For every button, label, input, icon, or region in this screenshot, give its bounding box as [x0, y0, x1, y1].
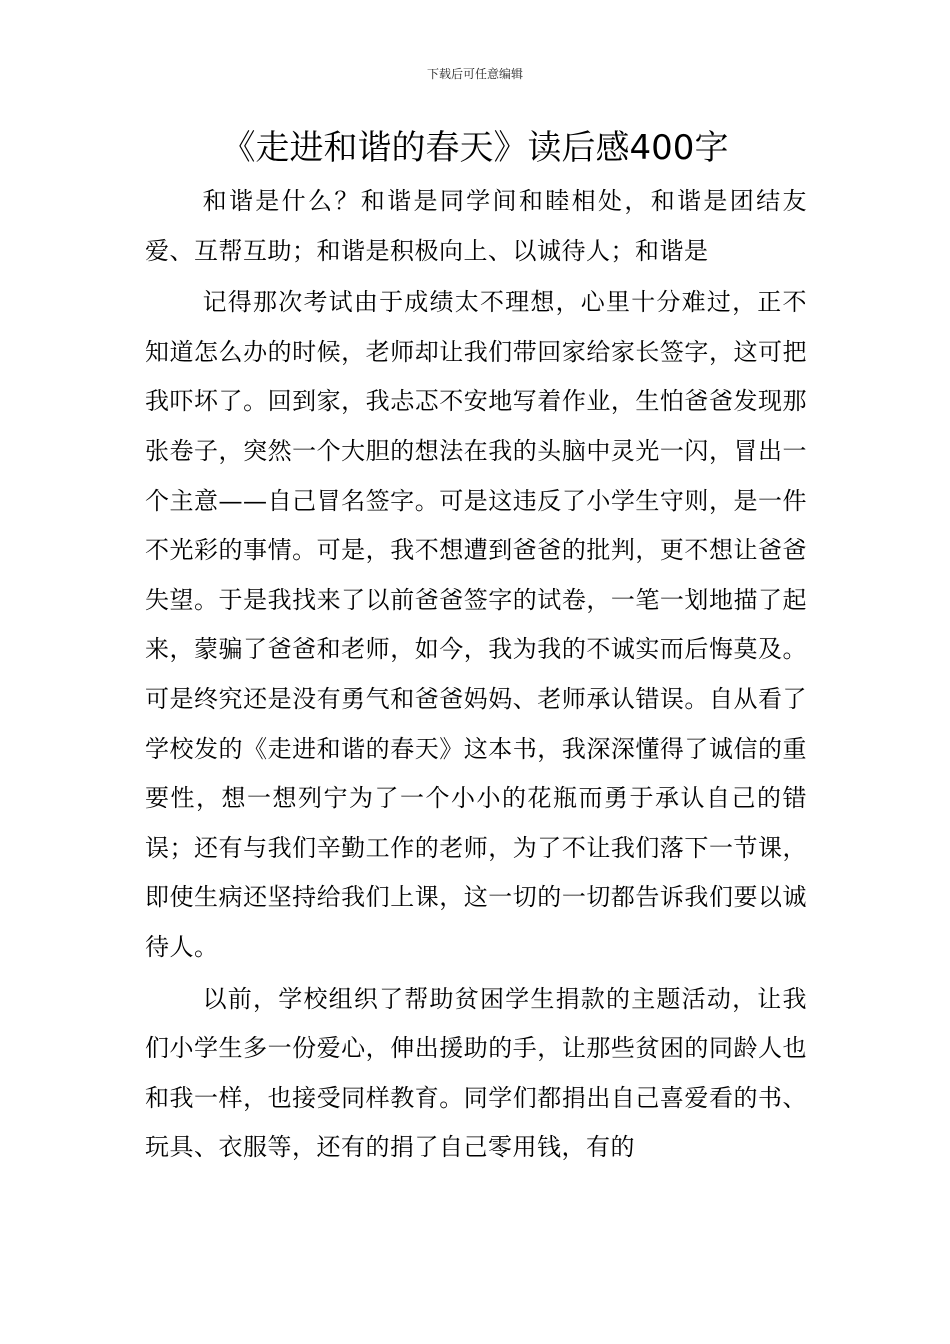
header-note: 下载后可任意编辑: [426, 67, 523, 81]
document-body: [145, 177, 807, 1173]
document-title: 《走进和谐的春天》读后感400字: [221, 128, 729, 168]
paragraph-3: 以前，学校组织了帮助贫困学生捐款的主题活动，让我们小学生多一份爱心，伸出援助的手，让那些贫困的同龄人也和我一样，也接受同样教育。同学们都捐出自己喜爱看的书、玩具、衣服等，还有的捐了自己零用钱，有的: [145, 984, 807, 1162]
paragraph-2: 记得那次考试由于成绩太不理想，心里十分难过，正不知道怎么办的时候，老师却让我们带回家给家长签字，这可把我吓坏了。回到家，我忐忑不安地写着作业，生怕爸爸发现那张卷子，突然一个大胆的想法在我的头脑中灵光一闪，冒出一个主意——自己冒名签字。可是这违反了小学生守则，是一件不光彩的事情。可是，我不想遭到爸爸的批判，更不想让爸爸失望。于是我找来了以前爸爸签字的试卷，一笔一划地描了起来，蒙骗了爸爸和老师，如今，我为我的不诚实而后悔莫及。可是终究还是没有勇气和爸爸妈妈、老师承认错误。自从看了学校发的《走进和谐的春天》这本书，我深深懂得了诚信的重要性，想一想列宁为了一个小小的花瓶而勇于承认自己的错误；还有与我们辛勤工作的老师，为了不让我们落下一节课，即使生病还坚持给我们上课，这一切的一切都告诉我们要以诚待人。: [145, 288, 807, 961]
paragraph-1: 和谐是什么？和谐是同学间和睦相处，和谐是团结友爱、互帮互助；和谐是积极向上、以诚待人；和谐是: [145, 187, 807, 265]
